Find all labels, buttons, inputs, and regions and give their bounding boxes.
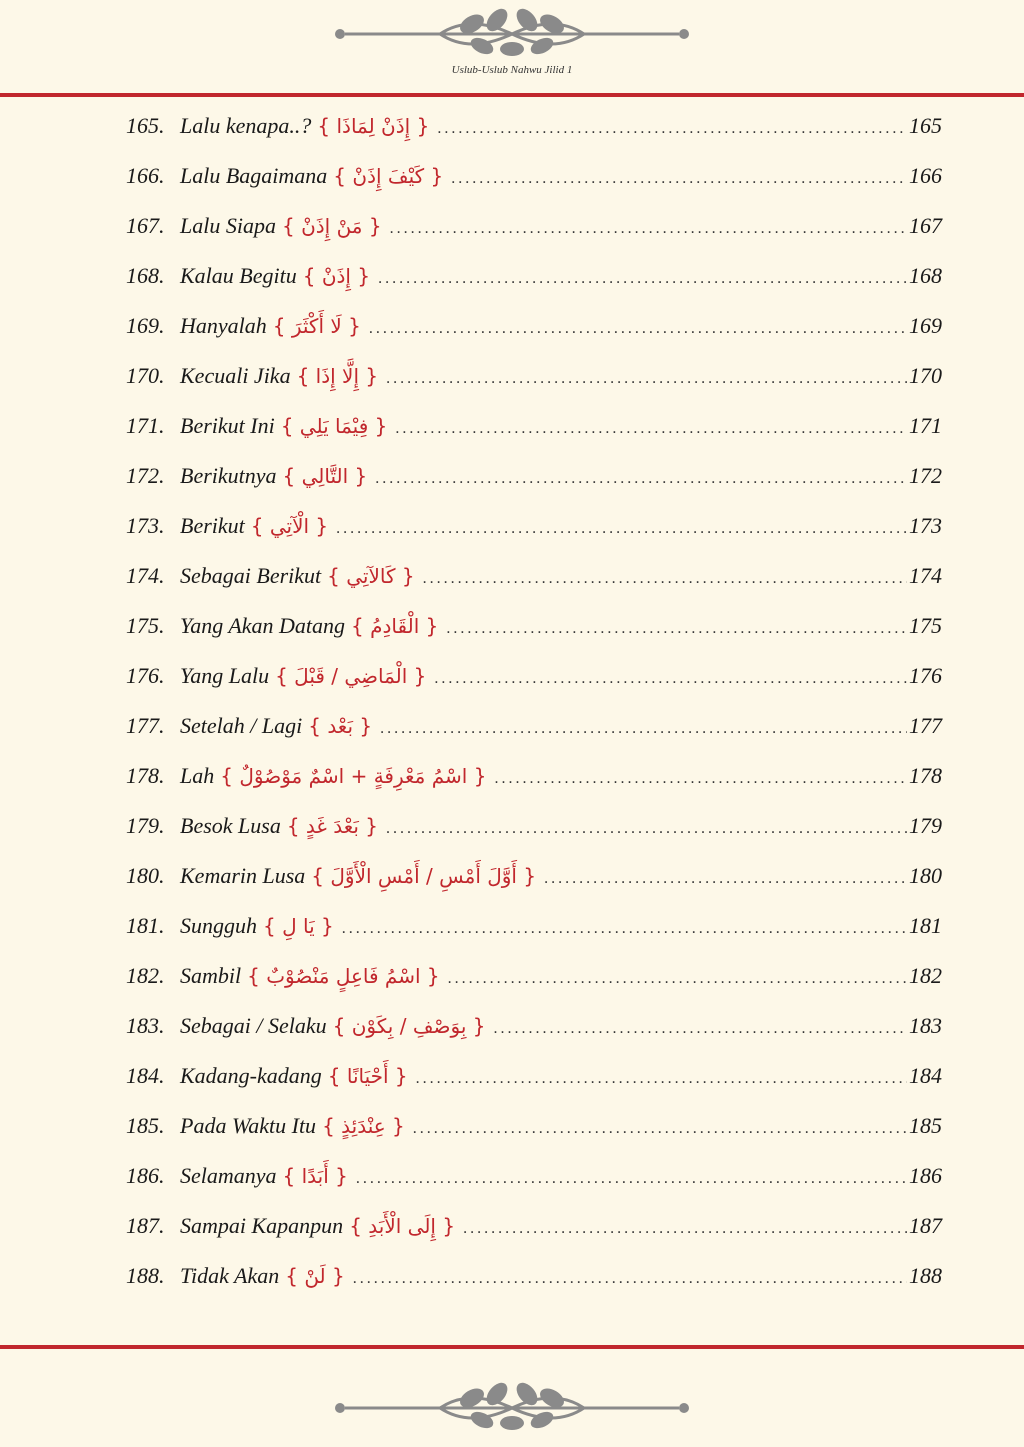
toc-leader-dots [494,1020,908,1038]
toc-entry-arabic: { كَالآتِي } [327,564,415,588]
toc-entry[interactable] [126,863,942,913]
toc-entry-number: 182. [126,963,165,988]
toc-entry-arabic-text: إِذَنْ [321,264,351,288]
toc-entry-arabic-text: اسْمُ مَعْرِفَةٍ + اسْمٌ مَوْصُوْلٌ [239,764,468,788]
floral-vine-ornament-icon [0,6,1024,62]
toc-entry-page: 185 [909,1113,942,1138]
toc-leader-dots [380,720,907,738]
toc-entry[interactable] [126,713,942,763]
toc-entry-arabic-text: يَا لِ [282,914,315,938]
toc-entry-page: 184 [909,1063,942,1088]
toc-entry-arabic-text: فِيْمَا يَلِي [299,414,369,438]
toc-entry-arabic: { لَا أَكْثَرَ } [272,314,361,338]
toc-entry-number: 171. [126,413,165,438]
toc-entry-number: 181. [126,913,165,938]
toc-entry[interactable] [126,663,942,713]
toc-entry-title: Tidak Akan [180,1263,280,1288]
toc-entry[interactable] [126,563,942,613]
toc-leader-dots [378,270,907,288]
toc-entry-arabic: { بِوَصْفِ / بِكَوْن } [332,1014,486,1038]
toc-entry-number: 165. [126,113,165,138]
toc-entry-title: Berikut [180,513,245,538]
toc-entry[interactable] [126,113,942,163]
toc-entry-page: 182 [909,963,942,988]
toc-entry[interactable] [126,763,942,813]
toc-entry-number: 175. [126,613,165,638]
toc-entry-arabic: { مَنْ إِذَنْ } [281,214,382,238]
toc-entry-arabic-text: الْقَادِمُ [370,614,420,638]
toc-entry-number: 167. [126,213,165,238]
toc-entry-number: 172. [126,463,165,488]
toc-entry-page: 176 [909,663,942,688]
toc-entry-number: 166. [126,163,165,188]
toc-leader-dots [463,1220,907,1238]
toc-entry[interactable] [126,613,942,663]
toc-entry-arabic-text: أَوَّلَ أَمْسِ / أَمْسِ الْأَوَّلَ [330,864,517,888]
toc-entry-arabic-text: عِنْدَئِذٍ [341,1114,386,1138]
toc-entry-number: 185. [126,1113,165,1138]
toc-entry-page: 181 [909,913,942,938]
toc-entry-arabic-text: أَبَدًا [301,1164,329,1188]
toc-entry-arabic: { أَوَّلَ أَمْسِ / أَمْسِ الْأَوَّلَ } [311,864,537,888]
toc-entry-number: 176. [126,663,165,688]
toc-entry-page: 178 [909,763,942,788]
toc-entry-number: 186. [126,1163,165,1188]
toc-entry-arabic-text: إِذَنْ لِمَاذَا [336,114,411,138]
toc-entry-title: Sampai Kapanpun [180,1213,344,1238]
table-of-contents [126,113,942,1313]
toc-leader-dots [494,770,907,788]
toc-leader-dots [342,920,907,938]
toc-entry[interactable] [126,1113,942,1163]
toc-entry-arabic-text: التَّالِي [301,464,349,488]
toc-entry-number: 178. [126,763,165,788]
toc-entry-page: 173 [909,513,942,538]
toc-entry[interactable] [126,363,942,413]
toc-entry-page: 186 [909,1163,942,1188]
toc-entry-arabic: { أَحْيَانًا } [327,1064,408,1088]
toc-entry-title: Sebagai Berikut [180,563,322,588]
toc-entry-number: 168. [126,263,165,288]
toc-entry-title: Kadang-kadang [180,1063,322,1088]
toc-entry-page: 180 [909,863,942,888]
toc-entry-number: 173. [126,513,165,538]
toc-leader-dots [416,1070,907,1088]
toc-entry[interactable] [126,213,942,263]
toc-leader-dots [423,570,907,588]
toc-leader-dots [386,820,907,838]
toc-entry-arabic: { الْآتِي } [250,514,329,538]
toc-entry[interactable] [126,1013,942,1063]
toc-leader-dots [356,1170,907,1188]
toc-entry-arabic: { عِنْدَئِذٍ } [322,1114,405,1138]
toc-entry-arabic-text: مَنْ إِذَنْ [301,214,363,238]
toc-entry-title: Lah [180,763,215,788]
toc-entry-title: Yang Akan Datang [180,613,346,638]
toc-entry-title: Kalau Begitu [180,263,297,288]
toc-entry-page: 174 [909,563,942,588]
toc-entry-number: 180. [126,863,165,888]
toc-entry[interactable] [126,1163,942,1213]
toc-entry-page: 175 [909,613,942,638]
toc-entry-number: 184. [126,1063,165,1088]
header-divider [0,93,1024,97]
toc-entry-title: Sebagai / Selaku [180,1013,327,1038]
toc-entry[interactable] [126,313,942,363]
running-header-title: Uslub-Uslub Nahwu Jilid 1 [451,64,573,76]
toc-entry-number: 188. [126,1263,165,1288]
toc-entry-arabic: { الْقَادِمُ } [351,614,439,638]
toc-entry-arabic: { اسْمُ فَاعِلٍ مَنْصُوْبٌ } [247,964,440,988]
toc-entry-arabic: { كَيْفَ إِذَنْ } [333,164,444,188]
toc-entry-arabic-text: الْآتِي [269,514,310,538]
footer-divider [0,1345,1024,1349]
toc-entry-title: Sungguh [180,913,257,938]
toc-entry-arabic-text: إِلَّا إِذَا [315,364,360,388]
toc-entry[interactable] [126,913,942,963]
toc-leader-dots [336,520,907,538]
toc-entry-page: 169 [909,313,942,338]
toc-entry[interactable] [126,1213,942,1263]
toc-leader-dots [386,370,907,388]
toc-entry[interactable] [126,413,942,463]
toc-entry-title: Lalu Siapa [180,213,276,238]
toc-entry-page: 179 [909,813,942,838]
toc-leader-dots [448,970,907,988]
toc-entry-page: 168 [909,263,942,288]
toc-leader-dots [375,470,907,488]
toc-entry-title: Berikut Ini [180,413,275,438]
toc-entry-arabic: { إِذَنْ لِمَاذَا } [317,114,430,138]
toc-entry-arabic: { بَعْدَ غَدٍ } [286,814,379,838]
toc-entry-title: Berikutnya [180,463,277,488]
toc-entry-arabic: { فِيْمَا يَلِي } [280,414,388,438]
toc-entry-page: 172 [909,463,942,488]
toc-entry-page: 187 [909,1213,942,1238]
toc-entry-number: 187. [126,1213,165,1238]
toc-entry[interactable] [126,463,942,513]
toc-leader-dots [369,320,907,338]
toc-entry-number: 183. [126,1013,165,1038]
toc-leader-dots [434,670,907,688]
toc-entry-page: 166 [909,163,942,188]
toc-entry-page: 183 [909,1013,942,1038]
toc-entry-arabic: { إِلَى الْأَبَدِ } [349,1214,456,1238]
toc-entry[interactable] [126,163,942,213]
toc-entry-page: 188 [909,1263,942,1288]
toc-entry-arabic: { إِلَّا إِذَا } [296,364,379,388]
toc-entry-title: Besok Lusa [180,813,281,838]
toc-entry-title: Lalu kenapa..? [180,113,312,138]
toc-leader-dots [395,420,907,438]
toc-entry-title: Selamanya [180,1163,277,1188]
toc-entry-arabic: { يَا لِ } [263,914,334,938]
toc-entry-arabic-text: كَيْفَ إِذَنْ [352,164,425,188]
toc-entry-title: Yang Lalu [180,663,270,688]
toc-entry-number: 174. [126,563,165,588]
toc-entry-arabic: { بَعْد } [308,714,373,738]
toc-entry-title: Kemarin Lusa [180,863,306,888]
toc-entry-number: 179. [126,813,165,838]
toc-leader-dots [544,870,907,888]
toc-entry[interactable] [126,1063,942,1113]
toc-entry-arabic-text: لَنْ [304,1264,326,1288]
toc-entry-page: 170 [909,363,942,388]
toc-entry[interactable] [126,1263,942,1313]
toc-entry-title: Hanyalah [180,313,267,338]
toc-entry-arabic: { التَّالِي } [282,464,368,488]
toc-entry-page: 165 [909,113,942,138]
toc-leader-dots [451,170,907,188]
toc-entry-title: Sambil [180,963,242,988]
toc-entry-arabic: { أَبَدًا } [282,1164,348,1188]
toc-entry-arabic: { اسْمُ مَعْرِفَةٍ + اسْمٌ مَوْصُوْلٌ } [220,764,487,788]
toc-entry-arabic-text: الْمَاضِي / قَبْلَ [294,664,408,688]
toc-entry-arabic-text: كَالآتِي [346,564,396,588]
toc-entry-number: 169. [126,313,165,338]
toc-leader-dots [390,220,907,238]
toc-entry-arabic: { الْمَاضِي / قَبْلَ } [275,664,427,688]
toc-entry-arabic: { لَنْ } [285,1264,345,1288]
toc-entry-page: 171 [909,413,942,438]
toc-entry[interactable] [126,813,942,863]
floral-vine-ornament-icon [0,1380,1024,1436]
toc-leader-dots [437,120,907,138]
toc-entry[interactable] [126,513,942,563]
toc-entry-page: 167 [909,213,942,238]
toc-entry-arabic-text: لَا أَكْثَرَ [291,314,342,338]
toc-entry-arabic-text: أَحْيَانًا [346,1064,389,1088]
toc-entry-arabic-text: إِلَى الْأَبَدِ [368,1214,436,1238]
toc-entry-number: 177. [126,713,165,738]
toc-entry-arabic-text: بَعْد [327,714,354,738]
toc-entry-page: 177 [909,713,942,738]
toc-entry-arabic-text: اسْمُ فَاعِلٍ مَنْصُوْبٌ [266,964,421,988]
toc-leader-dots [413,1120,907,1138]
toc-entry-title: Kecuali Jika [180,363,291,388]
toc-entry-number: 170. [126,363,165,388]
toc-entry[interactable] [126,263,942,313]
toc-leader-dots [446,620,907,638]
toc-entry[interactable] [126,963,942,1013]
toc-entry-title: Setelah / Lagi [180,713,303,738]
toc-entry-title: Lalu Bagaimana [180,163,328,188]
toc-leader-dots [353,1270,907,1288]
toc-entry-title: Pada Waktu Itu [180,1113,317,1138]
toc-entry-arabic-text: بِوَصْفِ / بِكَوْن [351,1014,467,1038]
toc-entry-arabic-text: بَعْدَ غَدٍ [305,814,359,838]
toc-entry-arabic: { إِذَنْ } [302,264,371,288]
